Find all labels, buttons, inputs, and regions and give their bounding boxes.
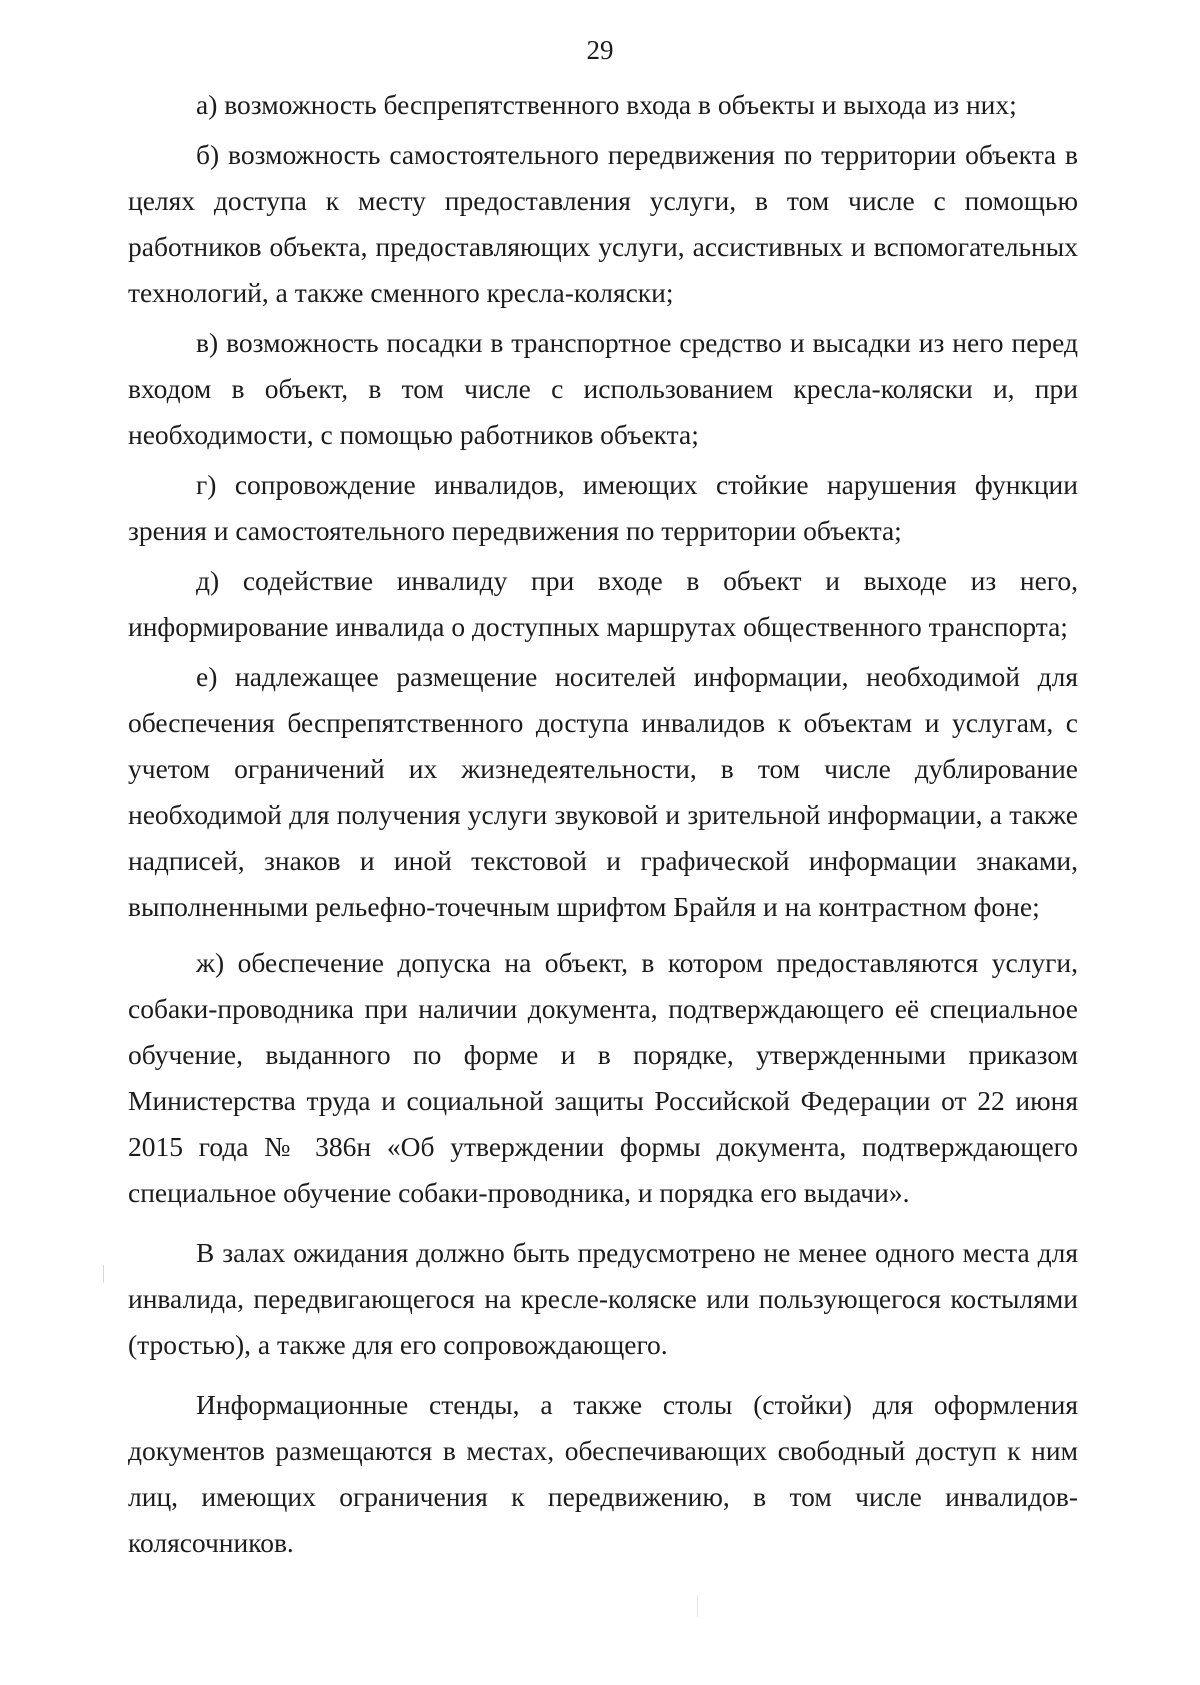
paragraph-d: д) содействие инвалиду при входе в объект и выходе из него, информирование инвалида о доступных маршрутах общественного транспорта; <box>128 565 1078 642</box>
paragraph-v: в) возможность посадки в транспортное средство и высадки из него перед входом в объект, в том числе с использованием кресла-коляски и, при необходимости, с помощью работников объекта; <box>128 327 1078 450</box>
scan-artifact-mark <box>697 1595 698 1617</box>
paragraph-e: е) надлежащее размещение носителей информации, необходимой для обеспечения беспрепятственного доступа инвалидов к объектам и услугам, с учетом ограничений их жизнедеятельности, в том числе дублирование необходимой для получения услуги звуковой и зрительной информации, а также надписей, знаков и иной текстовой и графической информации знаками, выполненными рельефно-точечным шрифтом Брайля и на контрастном фоне; <box>128 661 1078 922</box>
paragraph-a: а) возможность беспрепятственного входа в объекты и выхода из них; <box>196 89 1017 120</box>
document-body <box>128 82 1078 1566</box>
paragraph-b: б) возможность самостоятельного передвижения по территории объекта в целях доступа к месту предоставления услуги, в том числе с помощью работников объекта, предоставляющих услуги, ассистивных и вспомогательных технологий, а также сменного кресла-коляски; <box>128 139 1078 308</box>
scan-artifact-mark <box>103 1265 104 1283</box>
paragraph-information-stands: Информационные стенды, а также столы (стойки) для оформления документов размещаются в местах, обеспечивающих свободный доступ к ним лиц, имеющих ограничения к передвижению, в том числе инвалидов-колясочников. <box>128 1389 1078 1558</box>
paragraph-waiting-halls: В залах ожидания должно быть предусмотрено не менее одного места для инвалида, передвигающегося на кресле-коляске или пользующегося костылями (тростью), а также для его сопровождающего. <box>128 1237 1078 1360</box>
page-number: 29 <box>586 35 614 65</box>
paragraph-g: г) сопровождение инвалидов, имеющих стойкие нарушения функции зрения и самостоятельного передвижения по территории объекта; <box>128 469 1078 546</box>
paragraph-zh: ж) обеспечение допуска на объект, в котором предоставляются услуги, собаки-проводника при наличии документа, подтверждающего её специальное обучение, выданного по форме и в порядке, утвержденными приказом Министерства труда и социальной защиты Российской Федерации от 22 июня 2015 года № 386н «Об утверждении формы документа, подтверждающего специальное обучение собаки-проводника, и порядка его выдачи». <box>128 947 1078 1208</box>
